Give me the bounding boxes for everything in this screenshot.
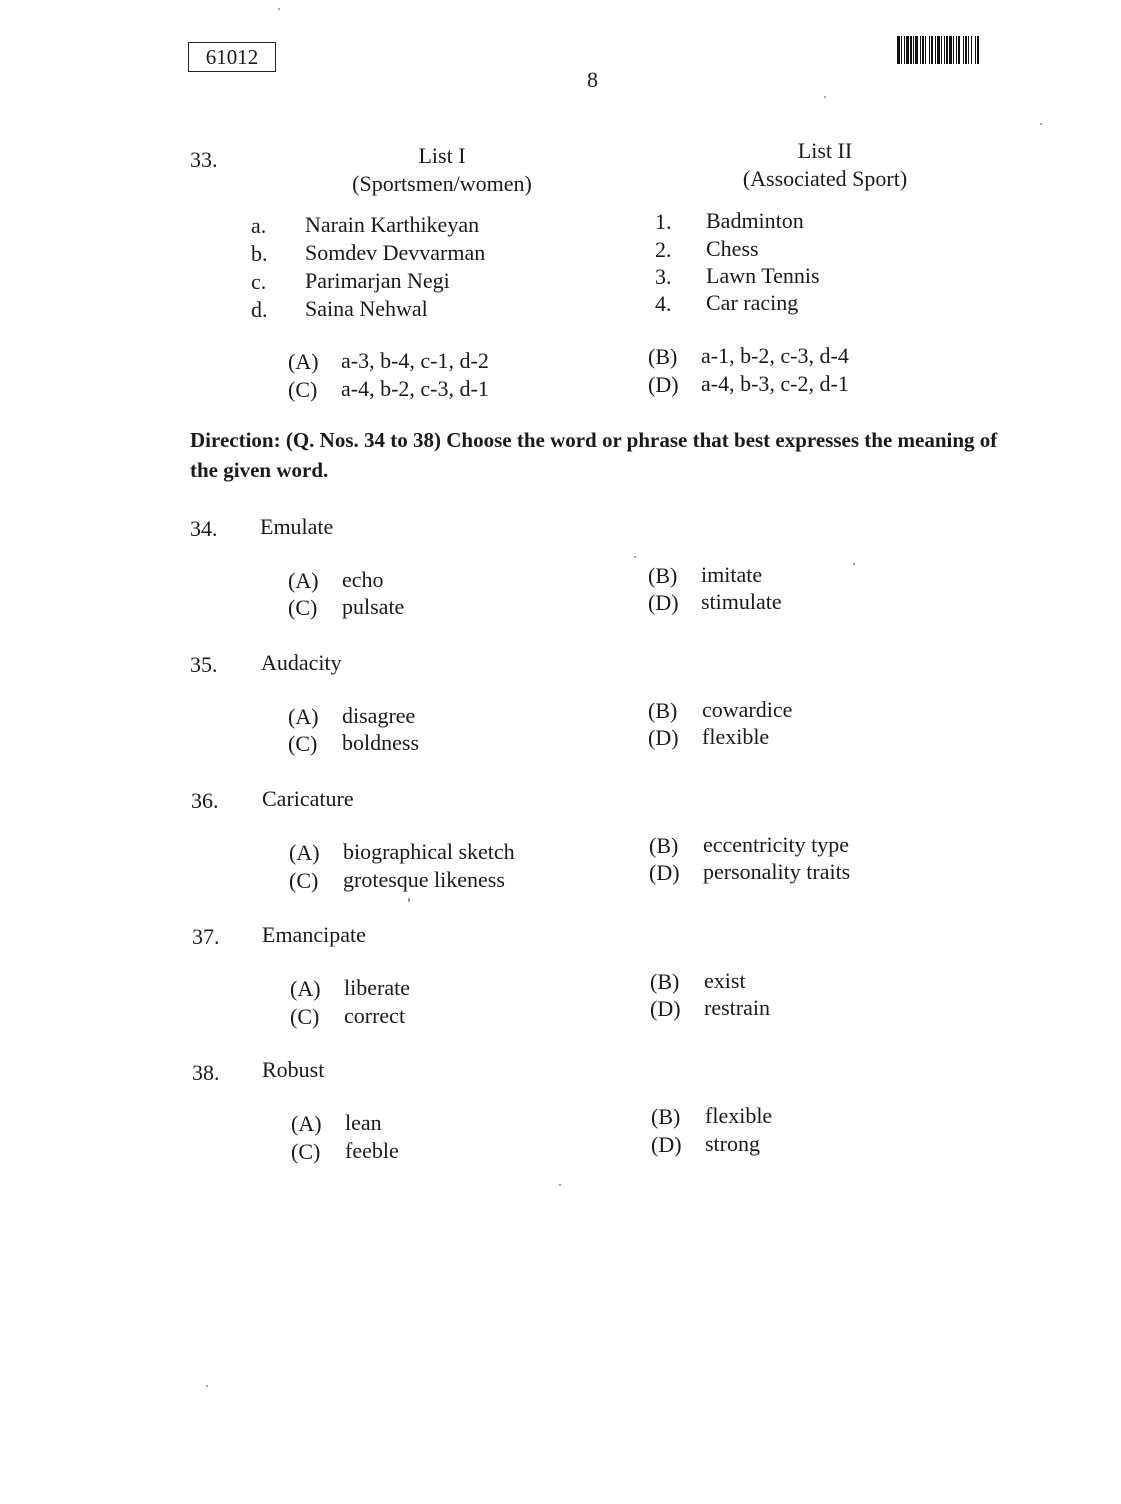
option-text-b: eccentricity type bbox=[703, 832, 849, 857]
option-label-c: (C) bbox=[288, 595, 318, 620]
list2-title: List II bbox=[797, 138, 853, 163]
question-number: 35. bbox=[190, 652, 218, 677]
list1-item-label: b. bbox=[251, 241, 268, 266]
question-word: Caricature bbox=[262, 786, 354, 811]
option-label-b: (B) bbox=[650, 969, 680, 994]
option-text-a: lean bbox=[345, 1110, 382, 1135]
list2-subtitle: (Associated Sport) bbox=[742, 166, 908, 191]
paper-code: 61012 bbox=[205, 45, 259, 69]
list2-item-label: 2. bbox=[655, 237, 672, 262]
list2-item-label: 3. bbox=[655, 264, 672, 289]
option-label-c: (C) bbox=[290, 1004, 320, 1029]
option-text-b: exist bbox=[704, 968, 746, 993]
option-label-d: (D) bbox=[650, 996, 681, 1021]
option-text-a: liberate bbox=[344, 975, 410, 1000]
option-text-d: personality traits bbox=[703, 859, 851, 884]
list2-item-text: Badminton bbox=[706, 208, 804, 233]
question-word: Emulate bbox=[260, 514, 334, 539]
option-text-c: a-4, b-2, c-3, d-1 bbox=[341, 376, 489, 401]
option-text-a: disagree bbox=[342, 703, 416, 728]
list2-item-text: Car racing bbox=[706, 290, 799, 315]
option-text-b: flexible bbox=[705, 1103, 773, 1128]
option-text-d: a-4, b-3, c-2, d-1 bbox=[701, 371, 849, 396]
option-text-c: grotesque likeness bbox=[343, 867, 505, 892]
option-text-b: cowardice bbox=[702, 697, 793, 722]
page-number: 8 bbox=[587, 67, 598, 92]
list1-item-text: Saina Nehwal bbox=[305, 296, 428, 321]
scan-speck bbox=[278, 8, 280, 10]
list2-item-label: 1. bbox=[655, 209, 672, 234]
option-text-d: stimulate bbox=[701, 589, 782, 614]
list1-item-label: d. bbox=[251, 297, 268, 322]
option-label-b: (B) bbox=[648, 698, 678, 723]
question-number: 37. bbox=[192, 924, 220, 949]
scan-speck bbox=[634, 556, 636, 558]
barcode-bar bbox=[979, 36, 980, 64]
option-label-a: (A) bbox=[288, 704, 319, 729]
question-number: 36. bbox=[191, 788, 219, 813]
question-number: 34. bbox=[190, 516, 218, 541]
option-label-b: (B) bbox=[649, 833, 679, 858]
barcode bbox=[897, 36, 1049, 64]
list1-title: List I bbox=[418, 143, 466, 168]
option-text-a: echo bbox=[342, 567, 384, 592]
option-text-c: boldness bbox=[342, 730, 419, 755]
direction-text: Direction: (Q. Nos. 34 to 38) Choose the word or phrase that best expresses the meaning of the given word. bbox=[190, 428, 998, 482]
scan-speck bbox=[853, 563, 855, 565]
option-text-a: biographical sketch bbox=[343, 839, 515, 864]
option-label-a: (A) bbox=[290, 976, 321, 1001]
list1-item-text: Somdev Devvarman bbox=[305, 240, 486, 265]
option-label-c: (C) bbox=[291, 1139, 321, 1164]
option-label-a: (A) bbox=[291, 1111, 322, 1136]
option-text-c: feeble bbox=[345, 1138, 399, 1163]
question-number-33: 33. bbox=[190, 147, 218, 172]
list1-item-text: Parimarjan Negi bbox=[305, 268, 450, 293]
scan-speck bbox=[559, 1184, 561, 1186]
option-label-b: (B) bbox=[648, 563, 678, 588]
question-word: Audacity bbox=[261, 650, 342, 675]
option-text-b: imitate bbox=[701, 562, 763, 587]
option-text-c: pulsate bbox=[342, 594, 405, 619]
option-label-c: (C) bbox=[288, 377, 318, 402]
list2-item-label: 4. bbox=[655, 291, 672, 316]
list1-subtitle: (Sportsmen/women) bbox=[352, 171, 532, 196]
scan-speck bbox=[206, 1385, 208, 1387]
question-number: 38. bbox=[192, 1060, 220, 1085]
option-label-b: (B) bbox=[648, 344, 678, 369]
scan-speck bbox=[824, 96, 826, 98]
scan-speck bbox=[1040, 123, 1042, 125]
option-label-d: (D) bbox=[651, 1132, 682, 1157]
list2-item-text: Lawn Tennis bbox=[706, 263, 820, 288]
scan-speck bbox=[408, 898, 410, 902]
option-label-a: (A) bbox=[288, 349, 319, 374]
option-text-d: restrain bbox=[704, 995, 770, 1020]
option-label-b: (B) bbox=[651, 1104, 681, 1129]
question-word: Emancipate bbox=[262, 922, 366, 947]
option-label-d: (D) bbox=[649, 860, 680, 885]
question-word: Robust bbox=[262, 1057, 325, 1082]
paper-code-box bbox=[188, 42, 276, 72]
list1-item-label: c. bbox=[251, 269, 267, 294]
option-text-a: a-3, b-4, c-1, d-2 bbox=[341, 348, 489, 373]
option-label-d: (D) bbox=[648, 372, 679, 397]
option-text-d: strong bbox=[705, 1131, 760, 1156]
option-text-c: correct bbox=[344, 1003, 406, 1028]
list1-item-label: a. bbox=[251, 213, 267, 238]
list2-item-text: Chess bbox=[706, 236, 759, 261]
option-text-d: flexible bbox=[702, 724, 770, 749]
option-text-b: a-1, b-2, c-3, d-4 bbox=[701, 343, 849, 368]
option-label-a: (A) bbox=[289, 840, 320, 865]
list1-item-text: Narain Karthikeyan bbox=[305, 212, 480, 237]
option-label-c: (C) bbox=[289, 868, 319, 893]
option-label-a: (A) bbox=[288, 568, 319, 593]
option-label-c: (C) bbox=[288, 731, 318, 756]
option-label-d: (D) bbox=[648, 725, 679, 750]
option-label-d: (D) bbox=[648, 590, 679, 615]
